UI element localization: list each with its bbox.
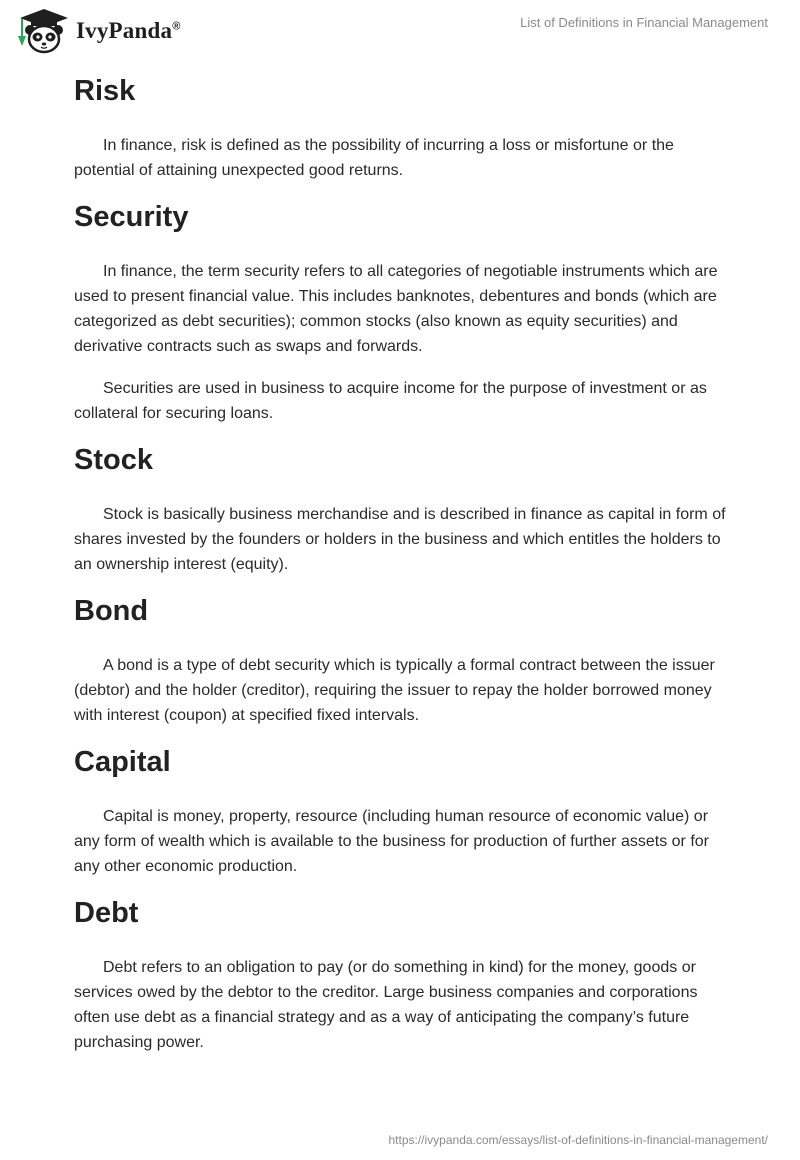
ivypanda-logo[interactable] (14, 6, 181, 56)
section-paragraph: A bond is a type of debt security which is typically a formal contract between the issuer (debtor) and the holder (creditor), requiring the issuer to repay the holder borrowed money with interest (coupon) at specified fixed intervals. (74, 657, 715, 724)
section-heading: Capital (74, 746, 171, 778)
section-heading: Debt (74, 897, 139, 929)
section-risk (74, 74, 734, 183)
page-header (0, 0, 800, 60)
section-heading: Stock (74, 444, 153, 476)
section-capital (74, 745, 734, 879)
source-url[interactable]: https://ivypanda.com/essays/list-of-definitions-in-financial-management/ (388, 1133, 768, 1147)
section-paragraph: Stock is basically business merchandise and is described in finance as capital in form of shares invested by the founders or holders in the business and which entitles the holders to an ownership interest (equity). (74, 506, 726, 573)
section-stock (74, 443, 734, 577)
section-paragraph: Debt refers to an obligation to pay (or do something in kind) for the money, goods or services owed by the debtor to the creditor. Large business companies and corporations often use debt as a financial strategy and as a way of anticipating the company’s future purchasing power. (74, 959, 698, 1051)
section-paragraph: Capital is money, property, resource (including human resource of economic value) or any form of wealth which is available to the business for production of further assets or for any other economic production. (74, 808, 709, 875)
section-heading: Risk (74, 75, 136, 107)
brand-name: IvyPanda® (76, 18, 181, 43)
section-heading: Bond (74, 595, 149, 627)
registered-mark: ® (172, 20, 181, 33)
section-paragraph: In finance, the term security refers to all categories of negotiable instruments which are used to present financial value. This includes banknotes, debentures and bonds (which are categorized as debt securities); common stocks (also known as equity securities) and derivative contracts such as swaps and forwards. (74, 263, 718, 355)
section-paragraph: In finance, risk is defined as the possibility of incurring a loss or misfortune or the potential of attaining unexpected good returns. (74, 137, 674, 179)
section-paragraph: Securities are used in business to acquire income for the purpose of investment or as collateral for securing loans. (74, 380, 707, 422)
panda-graduate-icon (14, 6, 74, 56)
essay-content (74, 74, 734, 1055)
section-security (74, 200, 734, 426)
section-heading: Security (74, 201, 189, 233)
section-debt (74, 896, 734, 1055)
section-bond (74, 594, 734, 728)
document-title: List of Definitions in Financial Management (520, 15, 768, 30)
